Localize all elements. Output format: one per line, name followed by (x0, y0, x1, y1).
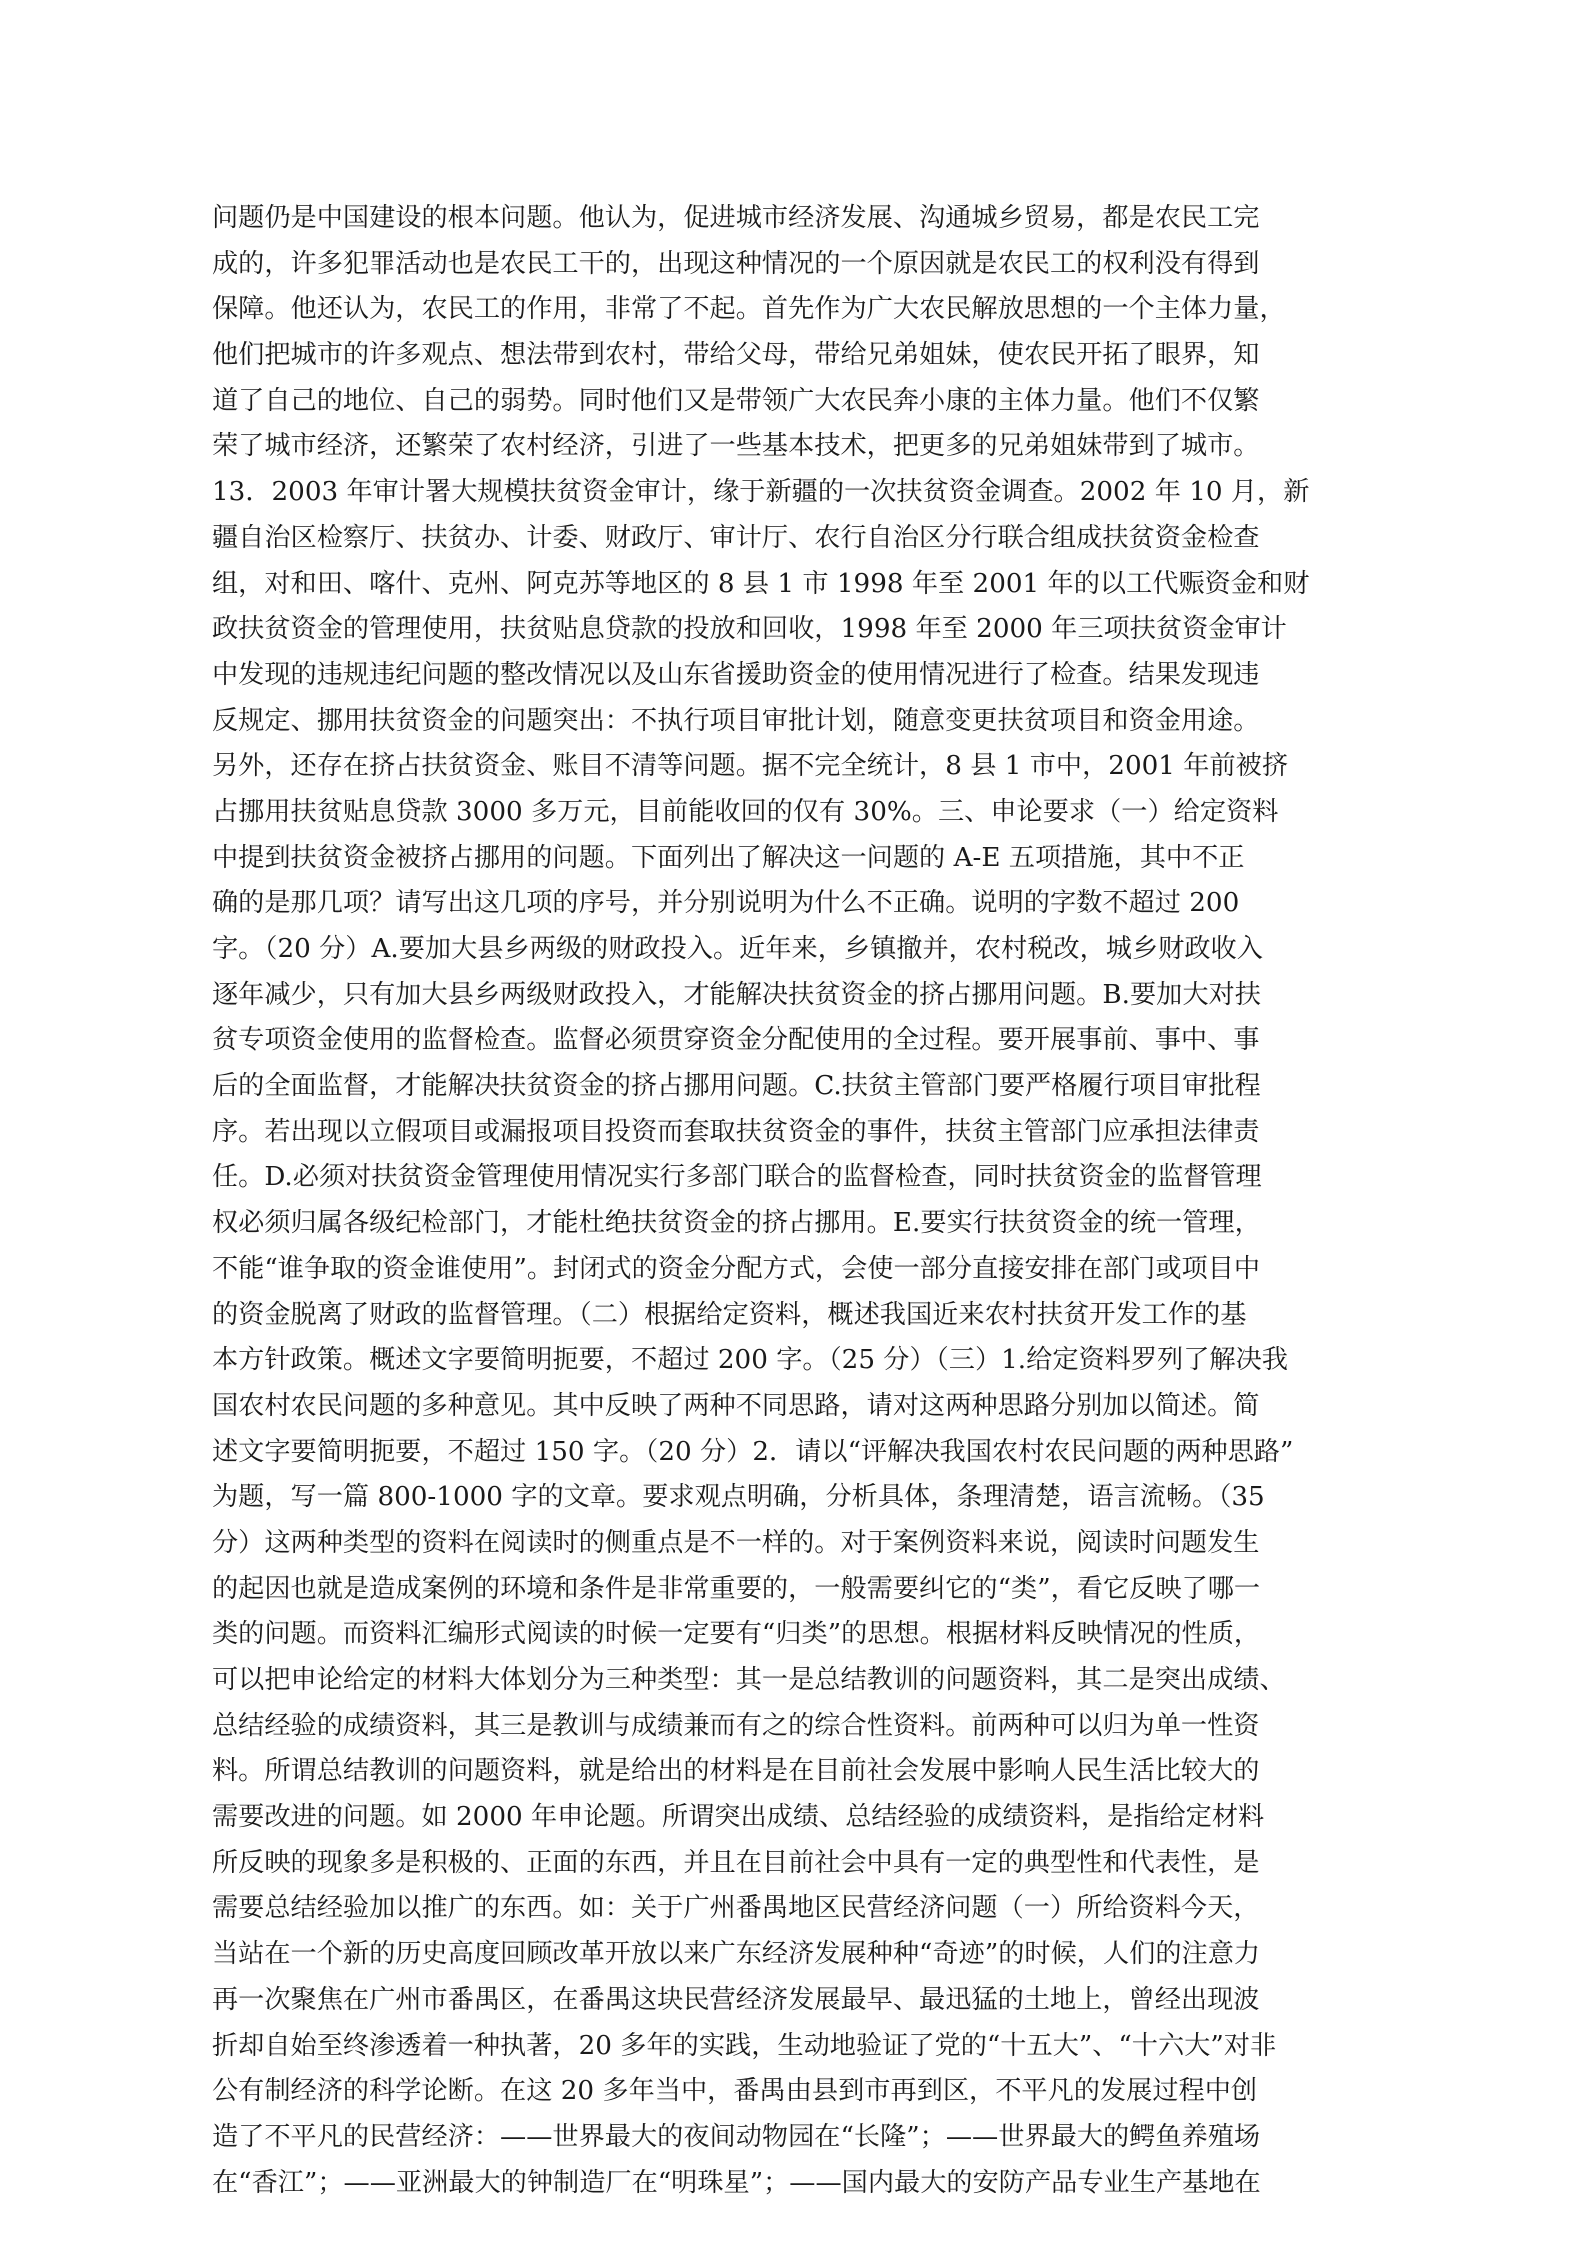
text-line: 在“香江”；——亚洲最大的钟制造厂在“明珠星”；——国内最大的安防产品专业生产基地在 (212, 2167, 1261, 2198)
text-line: 的起因也就是造成案例的环境和条件是非常重要的，一般需要纠它的“类”，看它反映了哪一 (212, 1573, 1261, 1604)
text-line: 成的，许多犯罪活动也是农民工干的，出现这种情况的一个原因就是农民工的权利没有得到 (212, 248, 1260, 279)
text-line: 折却自始至终渗透着一种执著，20 多年的实践，生动地验证了党的“十五大”、“十六大”对非 (212, 2030, 1277, 2061)
text-line: 述文字要简明扼要，不超过 150 字。（20 分）2．请以“评解决我国农村农民问题的两种思路” (212, 1436, 1294, 1467)
text-line: 疆自治区检察厅、扶贫办、计委、财政厅、审计厅、农行自治区分行联合组成扶贫资金检查 (212, 522, 1260, 553)
text-line: 确的是那几项？请写出这几项的序号，并分别说明为什么不正确。说明的字数不超过 200 (212, 888, 1240, 919)
text-line: 组，对和田、喀什、克州、阿克苏等地区的 8 县 1 市 1998 年至 2001 年的以工代赈资金和财 (212, 568, 1310, 599)
text-line: 政扶贫资金的管理使用，扶贫贴息贷款的投放和回收，1998 年至 2000 年三项扶贫资金审计 (212, 614, 1287, 645)
text-line: 分）这两种类型的资料在阅读时的侧重点是不一样的。对于案例资料来说，阅读时问题发生 (212, 1527, 1260, 1558)
text-line: 可以把申论给定的材料大体划分为三种类型：其一是总结教训的问题资料，其二是突出成绩、 (212, 1665, 1286, 1695)
text-line: 权必须归属各级纪检部门，才能杜绝扶贫资金的挤占挪用。E.要实行扶贫资金的统一管理， (212, 1208, 1261, 1239)
text-line: 问题仍是中国建设的根本问题。他认为，促进城市经济发展、沟通城乡贸易，都是农民工完 (212, 203, 1260, 233)
text-line: 中提到扶贫资金被挤占挪用的问题。下面列出了解决这一问题的 A-E 五项措施，其中不正 (212, 842, 1245, 873)
text-line: 类的问题。而资料汇编形式阅读的时候一定要有“归类”的思想。根据材料反映情况的性质， (212, 1619, 1261, 1650)
text-line: 任。D.必须对扶贫资金管理使用情况实行多部门联合的监督检查，同时扶贫资金的监督管理 (212, 1162, 1262, 1193)
text-line: 占挪用扶贫贴息贷款 3000 多万元，目前能收回的仅有 30%。三、申论要求（一）给定资料 (212, 796, 1279, 827)
text-line: 当站在一个新的历史高度回顾改革开放以来广东经济发展种种“奇迹”的时候，人们的注意力 (212, 1939, 1261, 1970)
text-line: 国农村农民问题的多种意见。其中反映了两种不同思路，请对这两种思路分别加以简述。简 (212, 1390, 1260, 1421)
text-line: 贫专项资金使用的监督检查。监督必须贯穿资金分配使用的全过程。要开展事前、事中、事 (212, 1025, 1260, 1056)
text-line: 的资金脱离了财政的监督管理。（二）根据给定资料，概述我国近来农村扶贫开发工作的基 (212, 1299, 1247, 1330)
text-line: 逐年减少，只有加大县乡两级财政投入，才能解决扶贫资金的挤占挪用问题。B.要加大对扶 (212, 979, 1261, 1010)
text-line: 总结经验的成绩资料，其三是教训与成绩兼而有之的综合性资料。前两种可以归为单一性资 (212, 1710, 1260, 1741)
text-line: 公有制经济的科学论断。在这 20 多年当中，番禺由县到市再到区，不平凡的发展过程中创 (212, 2076, 1258, 2107)
text-line: 造了不平凡的民营经济：——世界最大的夜间动物园在“长隆”；——世界最大的鳄鱼养殖场 (212, 2121, 1261, 2152)
text-line: 所反映的现象多是积极的、正面的东西，并且在目前社会中具有一定的典型性和代表性，是 (212, 1847, 1260, 1878)
text-line: 他们把城市的许多观点、想法带到农村，带给父母，带给兄弟姐妹，使农民开拓了眼界，知 (212, 340, 1260, 371)
text-line: 料。所谓总结教训的问题资料，就是给出的材料是在目前社会发展中影响人民生活比较大的 (212, 1756, 1260, 1787)
text-line: 需要总结经验加以推广的东西。如：关于广州番禺地区民营经济问题（一）所给资料今天， (212, 1893, 1260, 1924)
text-line: 荣了城市经济，还繁荣了农村经济，引进了一些基本技术，把更多的兄弟姐妹带到了城市。 (212, 431, 1260, 462)
text-line: 后的全面监督，才能解决扶贫资金的挤占挪用问题。C.扶贫主管部门要严格履行项目审批程 (212, 1071, 1261, 1102)
text-line: 反规定、挪用扶贫资金的问题突出：不执行项目审批计划，随意变更扶贫项目和资金用途。 (212, 705, 1260, 736)
text-line: 本方针政策。概述文字要简明扼要，不超过 200 字。（25 分）（三）1.给定资料罗列了解决我 (212, 1345, 1288, 1376)
body-text (212, 196, 1392, 2206)
text-line: 中发现的违规违纪问题的整改情况以及山东省援助资金的使用情况进行了检查。结果发现违 (212, 659, 1260, 690)
text-line: 另外，还存在挤占扶贫资金、账目不清等问题。据不完全统计，8 县 1 市中，2001 年前被挤 (212, 751, 1289, 782)
text-line: 字。（20 分）A.要加大县乡两级的财政投入。近年来，乡镇撤并，农村税改，城乡财政收入 (212, 934, 1263, 964)
text-line: 为题，写一篇 800-1000 字的文章。要求观点明确，分析具体，条理清楚，语言流畅。（35 (212, 1482, 1265, 1513)
text-line: 再一次聚焦在广州市番禺区，在番禺这块民营经济发展最早、最迅猛的土地上，曾经出现波 (212, 1984, 1260, 2015)
text-line: 道了自己的地位、自己的弱势。同时他们又是带领广大农民奔小康的主体力量。他们不仅繁 (212, 385, 1260, 416)
text-line: 13．2003 年审计署大规模扶贫资金审计，缘于新疆的一次扶贫资金调查。2002 年 10 月，新 (212, 477, 1310, 508)
text-line: 序。若出现以立假项目或漏报项目投资而套取扶贫资金的事件，扶贫主管部门应承担法律责 (212, 1116, 1260, 1147)
text-line: 需要改进的问题。如 2000 年申论题。所谓突出成绩、总结经验的成绩资料，是指给定材料 (212, 1802, 1265, 1833)
text-line: 不能“谁争取的资金谁使用”。封闭式的资金分配方式，会使一部分直接安排在部门或项目中 (212, 1253, 1261, 1284)
text-line: 保障。他还认为，农民工的作用，非常了不起。首先作为广大农民解放思想的一个主体力量， (212, 294, 1286, 325)
